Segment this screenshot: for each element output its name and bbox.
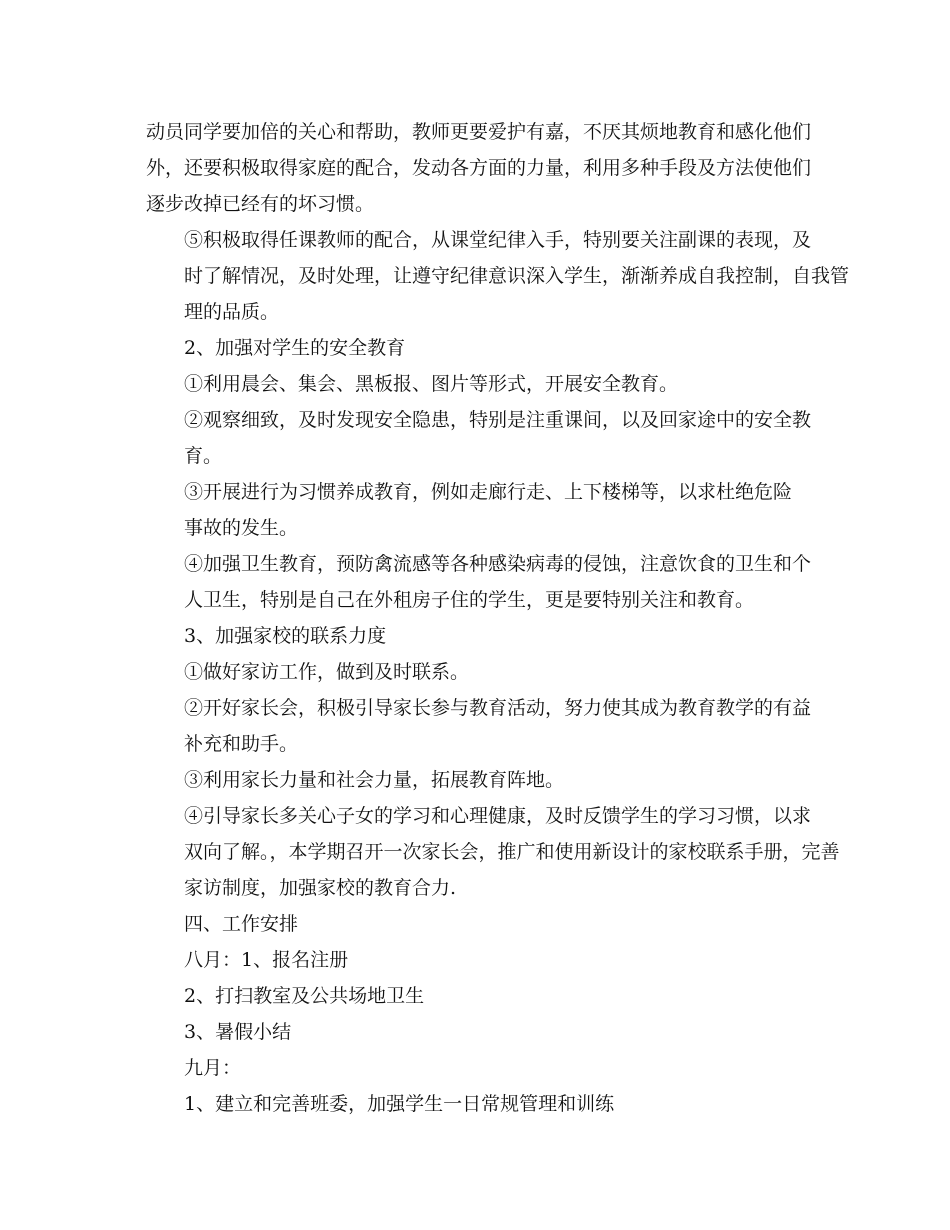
paragraph-september-1: [146, 1086, 806, 1122]
paragraph-safety-3: [146, 474, 806, 546]
text-line: 育。: [184, 445, 223, 467]
text-line: 九月：: [184, 1057, 242, 1079]
text-line: ②观察细致，及时发现安全隐患，特别是注重课间，以及回家途中的安全教: [184, 409, 812, 431]
text-line: ③利用家长力量和社会力量，拓展教育阵地。: [184, 769, 565, 791]
paragraph-safety-2: [146, 402, 812, 474]
text-line: 四、工作安排: [184, 913, 299, 935]
paragraph-safety-4: [146, 546, 812, 618]
text-line: 事故的发生。: [184, 517, 299, 539]
text-line: 外，还要积极取得家庭的配合，发动各方面的力量，利用多种手段及方法使他们: [146, 157, 812, 179]
paragraph-heading-home-school: [146, 618, 806, 654]
document-body: [146, 114, 850, 1122]
text-line: 2、打扫教室及公共场地卫生: [184, 985, 425, 1007]
text-line: 双向了解。，本学期召开一次家长会，推广和使用新设计的家校联系手册，完善: [184, 841, 840, 863]
text-line: ⑤积极取得任课教师的配合，从课堂纪律入手，特别要关注副课的表现，及: [184, 229, 812, 251]
paragraph-home-4: [146, 798, 840, 906]
text-line: 家访制度，加强家校的教育合力.: [184, 877, 457, 899]
paragraph-safety-1: [146, 366, 806, 402]
text-line: ①做好家访工作，做到及时联系。: [184, 661, 470, 683]
paragraph-september-heading: [146, 1050, 806, 1086]
text-line: ④加强卫生教育，预防禽流感等各种感染病毒的侵蚀，注意饮食的卫生和个: [184, 553, 812, 575]
text-line: 3、加强家校的联系力度: [184, 625, 387, 647]
text-line: 时了解情况，及时处理，让遵守纪律意识深入学生，渐渐养成自我控制，自我管: [184, 265, 850, 287]
text-line: 动员同学要加倍的关心和帮助，教师更要爱护有嘉，不厌其烦地教育和感化他们: [146, 121, 812, 143]
paragraph-home-3: [146, 762, 806, 798]
paragraph-august-3: [146, 1014, 806, 1050]
text-line: 3、暑假小结: [184, 1021, 292, 1043]
text-line: ③开展进行为习惯养成教育，例如走廊行走、上下楼梯等，以求杜绝危险: [184, 481, 793, 503]
text-line: ④引导家长多关心子女的学习和心理健康，及时反馈学生的学习习惯，以求: [184, 805, 812, 827]
paragraph-heading-safety: [146, 330, 806, 366]
paragraph-p-continuation: [146, 114, 812, 222]
paragraph-august-2: [146, 978, 806, 1014]
paragraph-home-2: [146, 690, 812, 762]
paragraph-home-1: [146, 654, 806, 690]
paragraph-heading-schedule: [146, 906, 806, 942]
text-line: 逐步改掉已经有的坏习惯。: [146, 193, 375, 215]
text-line: ②开好家长会，积极引导家长参与教育活动，努力使其成为教育教学的有益: [184, 697, 812, 719]
paragraph-august-1: [146, 942, 806, 978]
text-line: 补充和助手。: [184, 733, 299, 755]
text-line: ①利用晨会、集会、黑板报、图片等形式，开展安全教育。: [184, 373, 679, 395]
text-line: 八月：1、报名注册: [184, 949, 349, 971]
paragraph-p-item-5: [146, 222, 850, 330]
text-line: 理的品质。: [184, 301, 280, 323]
text-line: 1、建立和完善班委，加强学生一日常规管理和训练: [184, 1093, 615, 1115]
text-line: 2、加强对学生的安全教育: [184, 337, 406, 359]
text-line: 人卫生，特别是自己在外租房子住的学生，更是要特别关注和教育。: [184, 589, 755, 611]
